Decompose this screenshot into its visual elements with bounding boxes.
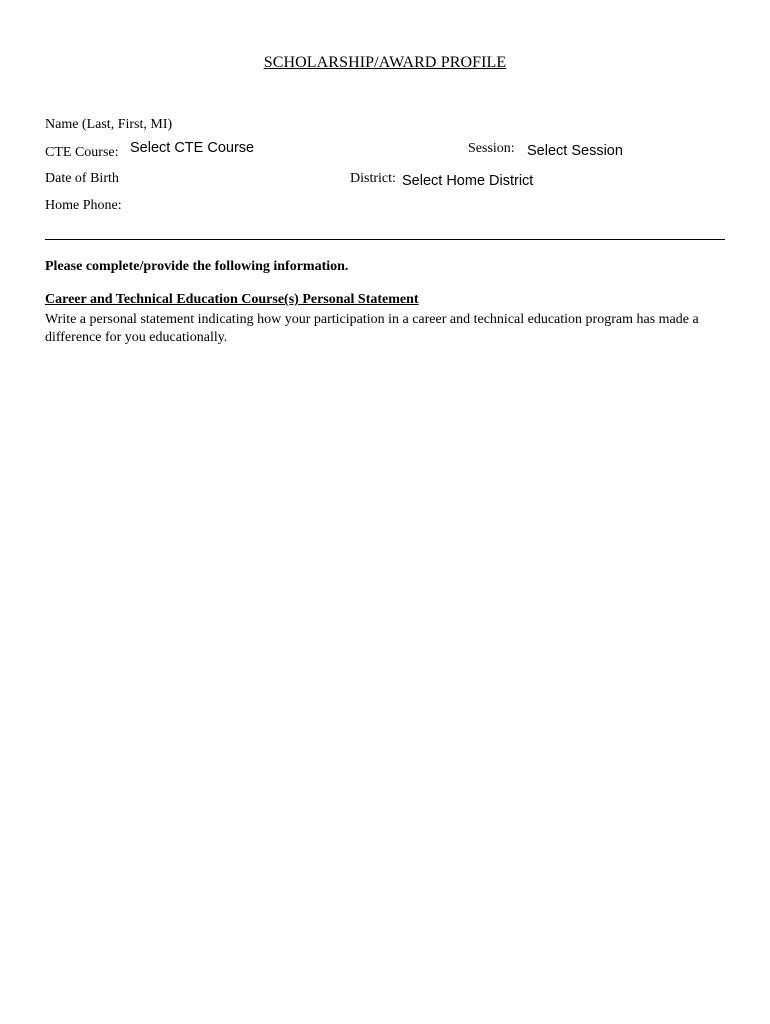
district-label: District:	[350, 171, 396, 186]
personal-statement-instructions: Write a personal statement indicating how your participation in a career and technical education program has made a difference for you educationally.	[45, 312, 699, 345]
personal-statement-heading: Career and Technical Education Course(s) Personal Statement	[45, 292, 419, 307]
session-select[interactable]: Select Session	[527, 143, 623, 159]
district-select[interactable]: Select Home District	[402, 173, 534, 189]
page-title: SCHOLARSHIP/AWARD PROFILE	[263, 54, 507, 71]
cte-course-select[interactable]: Select CTE Course	[130, 140, 255, 156]
cte-course-label: CTE Course:	[45, 145, 119, 160]
home-phone-label: Home Phone:	[45, 198, 122, 213]
date-of-birth-label: Date of Birth	[45, 171, 119, 186]
instructions-text: Please complete/provide the following information.	[45, 259, 349, 274]
name-field-label: Name (Last, First, MI)	[45, 117, 173, 132]
session-label: Session:	[468, 141, 515, 156]
horizontal-divider	[45, 239, 725, 240]
